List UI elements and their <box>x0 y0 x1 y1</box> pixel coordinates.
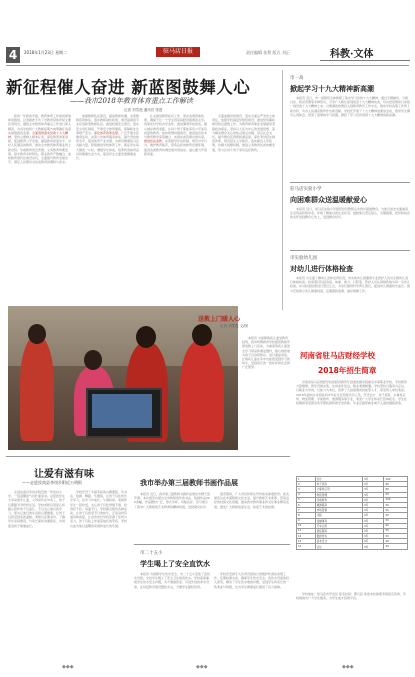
photo-person-3 <box>180 340 224 442</box>
lead-byline: 记者 刘雪莲 通讯员 张建 <box>124 108 163 112</box>
photo-person-1 <box>20 336 54 441</box>
issue-date: 2018年1月23日 星期二 <box>24 50 68 55</box>
photo-story-body: 本报讯 为保障残疾儿童受教育权利，我市特殊教育学校组织教师开展送教上门活动，为重度残疾儿童送去学习用品和康复器材，耐心细致地为孩子们讲授知识，进行康复训练，让残疾儿童在家中也能感受到学习的快乐，受到家长的一致好评和社会的广泛赞誉。 <box>242 336 290 370</box>
top-rule <box>6 65 409 66</box>
newspaper-logo: 驻马店日报 <box>156 47 200 57</box>
editor-info: 责任编辑 张利 版式 刘正 <box>246 50 290 55</box>
right-item2-kicker: 驻马店实验小学 <box>290 187 322 192</box>
ad-title-line1: 河南省驻马店财经学校 <box>300 351 375 360</box>
lead-body-col-4: 全面加强党的建设，落实全面从严治党主体责任，加强学校基层党组织建设，推进党风廉政建设和反腐败工作，为教育体育事业发展提供坚强政治保证。坚持以人民为中心的发展思想，着力解决群众关心的热点难点问题，回应社会关切，提升群众获得感和满意度。深化考试招生制度改革，规范招生入学秩序，落实就近入学政策，化解大班额问题，推进义务教育优质均衡发展，努力让每个孩子享有良好教育。 <box>212 114 276 152</box>
photo-head-child <box>84 350 102 370</box>
right-item3-kicker: 市实验幼儿园 <box>290 256 317 261</box>
middle2-body-2: 学校还安排专人负责设备的日常维护和清洁消毒工作，定期检测水质，确保学生饮水安全。直饮水设备的投入使用，解决了学生饮水难的问题，受到学生和家长的一致欢迎与称赞，也为学生健康成长提供了有力保障。 <box>214 572 290 589</box>
ad-majors-table: 1 会计 3年 100 2 电子商务 3年 80 3 计算机应用 3年 80 4 物流管理 3年 60 5 学前教育 3年 100 6 旅游服务 3年 50 7 市场营销 3年 50 8 文秘 3年 50 9 金融事务 3年 50 10 汽车运用 3年 60 11 酒店服务 3年 50 12 数控技术 3年 50 13 美术设计 3年 40 14 音乐 3年 40 <box>296 476 408 550</box>
section-title: 科教·文体 <box>330 49 374 60</box>
right-item1-kicker: 市一高 <box>290 76 304 81</box>
lead-subhead: ——我市2018年教育体育重点工作解读 <box>70 97 193 105</box>
middle-rule <box>134 544 290 545</box>
news-photo <box>8 306 241 450</box>
photo-screen-display <box>92 394 152 428</box>
left-story-col-2: 学校开设了丰富多彩的兴趣课程，有书法、绘画、舞蹈、乐器等，让孩子们在快乐中学习，在学习中成长。午餐时间，老师和学生一起吃饭，关心孩子们吃得饱不饱、吃得好不好。每逢节日，学校都会组织各种活动，让孩子们感受节日的快乐。正是这份有滋有味的爱，让这所农村学校充满了生机与活力，孩子们脸上洋溢着灿烂的笑容，学校也成为他们温馨的家园和成长的乐园。 <box>70 490 128 528</box>
middle2-kicker: 市二十五小 <box>140 551 163 556</box>
left-story-col-1: 走进汝南县李岗乡附近的一所农村小学，一股温馨的气息扑面而来。这里的学生大多是留守儿童，父母常年在外务工，孩子们跟随爷爷奶奶生活。学校老师们用爱心和耐心陪伴孩子们成长，不仅关心他们的学习，更关心他们的生活和心理健康，让孩子们感受到家的温暖。老师们定期家访，了解学生家庭情况，与家长保持沟通联系，共同促进孩子健康成长。 <box>8 490 66 528</box>
middle2-body-1: 本报讯 为保障学生饮水安全，市二十五小安装了直饮水设备，全校学生喝上了安全卫生的直饮水。学校高度重视学生饮水安全问题，多方筹措资金，引进先进的净水设备，在每层教学楼设置饮水点，方便学生随时饮用。 <box>134 572 210 589</box>
ad-title-line2: 2018年招生简章 <box>318 366 377 375</box>
footer-ornament-mid: ◆◆◆ <box>196 664 208 670</box>
right-item2-title: 向困难群众送温暖献爱心 <box>290 195 367 204</box>
lead-body-col-3: 扎实推进教育扶贫工作，落实各项资助政策，确保不让一个学生因家庭经济困难而失学。改善农村学校办学条件，推进薄弱学校改造，缩小城乡教育差距，让每个孩子都能享有公平而有质量的教育。加快智慧校园建设，推进信息技术与教育教学深度融合，实现优质资源共建共享。推进依法治教，完善督导评估机制，规范办学行为，维护教育秩序，营造良好的教育发展环境，促进各类教育协调发展共同进步，凝心聚力开创新局面。 <box>144 114 208 156</box>
left-story-sub: ——走进汝南县李岗乡附近公明街 <box>22 480 82 485</box>
photo-head-3 <box>192 324 212 346</box>
section-rule <box>320 60 410 61</box>
middle-story-body-1: 本报讯 近日，我市第三届教师书画作品展在市群艺馆开幕。本次展览共展出全市教师创作的书法、绘画作品200余幅，作品题材广泛，形式多样，风格各异，充分展示了我市广大教师的艺术修养和精神风貌，受到观众好评。 <box>134 492 210 509</box>
middle-story-title: 我市举办第三届教师书画作品展 <box>140 478 238 487</box>
right-item3-body: 本报讯 为全面了解幼儿身体发育状况，市实验幼儿园邀请专业医护人员对全园幼儿进行体格检查。检查项目包括身高、体重、视力、口腔等，医护人员认真细致地为每一名幼儿检查，并对检查结果进行登记汇总，为家长提供科学育儿建议，促进幼儿健康快乐成长。园方还将建立幼儿健康档案，定期跟踪监测，做好保健工作。 <box>290 276 410 293</box>
footer-ornament-right: ◆◆◆ <box>342 664 354 670</box>
ad-contact: 学校地址：驻马店市开发区 报名时间：即日起 欢迎来校参观考察报名咨询，学校竭诚为广大学生服务，为学生成才搭建平台。 <box>296 592 406 601</box>
page-number: 4 <box>6 47 20 63</box>
right-item3-title: 对幼儿进行体格检查 <box>290 264 353 273</box>
middle2-title: 学生喝上了安全直饮水 <box>140 559 210 568</box>
middle-story-body-2: 展览期间，广大市民和师生纷纷前来参观欣赏。此次展览旨在丰富教师文化生活，提升教师艺术素养，营造良好的校园文化氛围，推动我市教育事业和文化事业繁荣发展，激发广大教师热爱生活、热爱艺术的热情。 <box>214 492 290 509</box>
right-rule-1 <box>290 182 410 183</box>
photo-byline: 记者 刘雪莲 文/图 <box>220 324 248 328</box>
photo-caption: 送教上门暖人心 <box>198 316 241 323</box>
right-item1-body: 本报讯 近日，市一高组织全体教职工集中学习党的十九大精神，通过专题辅导、分组讨论、知识竞赛等多种形式，引导广大师生深刻领会十九大精神实质，切实把思想和行动统一到党的十九大精神上来，以饱满的热情投入到教育教学工作中去，推动学校各项工作再上新台阶，为办人民满意教育作出新贡献。学校还开展了十九大精神进课堂活动，组织学生撰写心得体会，营造了浓厚的学习氛围，掀起了学习宣传贯彻十九大精神的新高潮。 <box>290 96 410 117</box>
lead-body-col-1: 新的一年新的开始，教育体育工作如何谋划如何推进，记者就此专访了市教育局体育局主要负责同志，围绕全市教育体育重点工作进行深入解读，为各学校和广大教师指明方向明确任务落实措施推进发展。全面贯彻落实党的十九大精神，坚持立德树人根本任务，深化教育改革创新，促进教育公平发展，提高教育质量水平，办好人民满意的教育，推动全市教育体育事业再上新台阶。学前教育普及普惠，义务教育均衡发展，高中教育多样特色，职业教育产教融合，加快教育现代化建设步伐，全面提升教育发展水平，满足人民群众对优质教育的期盼与需求。 <box>8 114 72 165</box>
lead-headline: 新征程催人奋进 新蓝图鼓舞人心 <box>6 78 251 97</box>
ad-body: 河南省驻马店财经学校是经省教育厅批准的国家级重点中等职业学校，学校师资力量雄厚，教学设施完善，实训条件优良，就业渠道畅通。学校坚持以服务为宗旨，以就业为导向，以能力为本位，培养了大批高素质技能型人才，深受用人单位欢迎。2018年面向全市招收初中毕业生及同等学历人员，开设会计、电子商务、计算机应用、物流管理、学前教育、旅游服务等专业，欢迎广大学生和家长咨询报名。学生在校期间享受国家免学费政策和助学金资助，毕业后推荐就业或升入高校继续深造。 <box>296 380 408 406</box>
lead-body-col-2: 加强教师队伍建设，提高教师待遇，完善教师培训体系，落实教师减负政策，建设高素质专业化创新型教师队伍。推进校园安全建设，落实安全责任制度，开展安全教育演练，保障师生生命财产安全。深化体育改革发展，广泛开展全民健身活动，完善公共体育服务体系，提升竞技体育水平，促进体育产业发展，为建设健康驻马店贡献力量。积极推进学校体育工作，保证学生每天锻炼一小时，增强学生体质，培养终身体育意识和健康生活方式，促进学生全面发展健康成长。 <box>76 114 140 161</box>
right-rule-2 <box>290 250 410 251</box>
photo-head-1 <box>28 324 46 344</box>
right-item2-body: 本报讯 近日，驻马店实验小学组织党员教师走访慰问困难群众，为他们送去米面油等生活用品和慰问金，详细了解他们的生活状况，鼓励他们坚定信心，克服困难，把党和政府的关怀送到群众心坎上，受到群众好评。 <box>290 207 410 220</box>
left-story-title: 让爱有滋有味 <box>34 469 94 480</box>
bottom-rule <box>6 456 290 457</box>
footer-ornament-left: ◆◆◆ <box>62 664 74 670</box>
photo-head-2 <box>136 326 156 348</box>
right-item1-title: 掀起学习十九大精神新高潮 <box>290 84 374 93</box>
column-divider <box>282 70 283 310</box>
